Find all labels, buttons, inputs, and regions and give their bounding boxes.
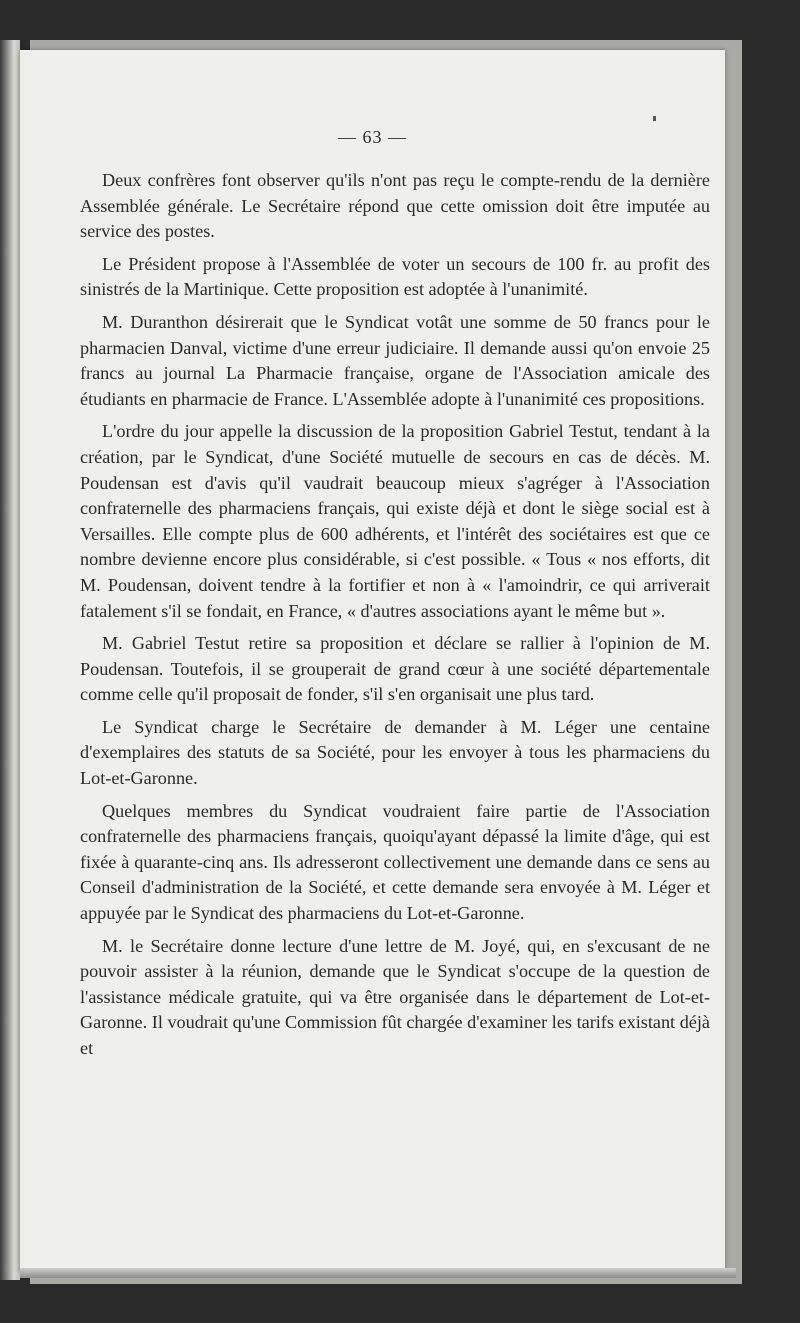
stray-ink-mark <box>653 116 656 121</box>
paragraph: M. Gabriel Testut retire sa proposition et déclare se rallier à l'opinion de M. Poudensan. Toutefois, il se grouperait de grand cœur à une société départementale comme celle qu'il proposait de fonder, s'il s'en organisait une plus tard. <box>80 633 710 705</box>
left-page-edge <box>0 40 20 1280</box>
paragraph: M. le Secrétaire donne lecture d'une lettre de M. Joyé, qui, en s'excusant de ne pouvoir assister à la réunion, demande que le Syndicat s'occupe de la question de l'assistance médicale gratuite, qui va être organisée dans le département de Lot-et-Garonne. Il voudrait qu'une Commission fût chargée d'examiner les tarifs existant déjà et <box>80 935 710 1058</box>
paragraph: Deux confrères font observer qu'ils n'ont pas reçu le compte-rendu de la dernière Assemblée générale. Le Secrétaire répond que cette omission doit être imputée au service des postes. <box>80 170 710 242</box>
body-text <box>80 168 710 1069</box>
paragraph: M. Duranthon désirerait que le Syndicat votât une somme de 50 francs pour le pharmacien Danval, victime d'une erreur judiciaire. Il demande aussi qu'on envoie 25 francs au journal La Pharmacie française, organe de l'Association amicale des étudiants en pharmacie de France. L'Assemblée adopte à l'unanimité ces propositions. <box>80 311 710 409</box>
paragraph: Le Président propose à l'Assemblée de voter un secours de 100 fr. au profit des sinistrés de la Martinique. Cette proposition est adoptée à l'unanimité. <box>80 253 710 300</box>
page-number: — 63 — <box>338 127 407 147</box>
paragraph: Le Syndicat charge le Secrétaire de demander à M. Léger une centaine d'exemplaires des statuts de sa Société, pour les envoyer à tous les pharmaciens du Lot-et-Garonne. <box>80 716 710 789</box>
paragraph: L'ordre du jour appelle la discussion de la proposition Gabriel Testut, tendant à la création, par le Syndicat, d'une Société mutuelle de secours en cas de décès. M. Poudensan est d'avis qu'il vaudrait beaucoup mieux s'agréger à l'Association confraternelle des pharmaciens français, qui existe déjà et dont le siège social est à Versailles. Elle compte plus de 600 adhérents, et l'intérêt des sociétaires est que ce nombre devienne encore plus considérable, si c'est possible. « Tous « nos efforts, dit M. Poudensan, doivent tendre à la fortifier et non à « l'amoindrir, ce qui arriverait fatalement s'il se fondait, en France, « d'autres associations ayant le même but ». <box>80 421 710 621</box>
paragraph: Quelques membres du Syndicat voudraient faire partie de l'Association confraternelle des pharmaciens français, quoiqu'ayant dépassé la limite d'âge, qui est fixée à quarante-cinq ans. Ils adresseront collectivement une demande dans ce sens au Conseil d'administration de la Société, et cette demande sera envoyée à M. Léger et appuyée par le Syndicat des pharmaciens du Lot-et-Garonne. <box>80 800 710 924</box>
book-page <box>20 50 725 1272</box>
page-bottom-edge <box>20 1268 736 1278</box>
